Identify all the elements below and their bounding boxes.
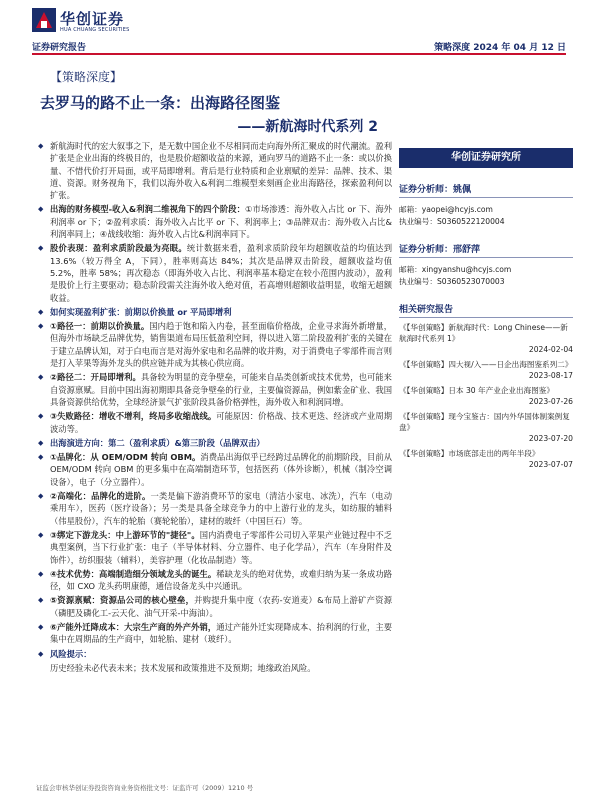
footer-license: 证监会审核华创证券投资咨询业务资格批文号：证监许可（2009）1210 号 bbox=[36, 784, 254, 792]
paragraph-lead: 股价表现：盈利求质阶段最为亮眼。 bbox=[50, 243, 187, 254]
paragraph-text: 并购提升集中度（农药-安道麦）&布局上游矿产资源（磷肥及磷化工-云天化、油气开采-中海油）。 bbox=[50, 595, 392, 618]
paragraph-text: 消费品出海似乎已经跨过品牌化的前期阶段，目前从 OEM/ODM 转向 OBM 的更多集中在高端制造环节，包括医药（体外诊断），机械（制冷空调设备），电子（分立器件）。 bbox=[50, 452, 392, 487]
bullet-icon: ◆ bbox=[38, 412, 44, 421]
body-paragraph bbox=[36, 140, 392, 201]
sidebar bbox=[399, 148, 573, 470]
related-report-date: 2023-07-07 bbox=[528, 460, 573, 469]
paragraph-text: 国内趋于饱和陷入内卷，甚至面临价格战，企业寻求海外新增量，但海外市场缺乏品牌优势，销售渠道布局压低盈利空间，得以进入第二阶段盈利扩张的关键在于建立品牌认知，对于白电而言是对海外家电和名品牌的收并购，对于消费电子零部件而言则是打入苹果等海外龙头的供应链并成为其核心供应商。 bbox=[50, 321, 392, 369]
paragraph-text: 具备较为明显的竞争壁垒，可能来自品类创新或技术优势，也可能来自资源禀赋。目前中国出海初期即具备竞争壁垒的行业，主要偏资源品，例如紫金矿业、我国具备资源供给优势，全球经济景气扩张阶段具备价格弹性，海外收入和利润同增。 bbox=[50, 372, 392, 407]
related-research-list bbox=[399, 322, 573, 470]
paragraph-lead: ②高端化：品牌化的进阶。 bbox=[50, 491, 151, 502]
paragraph-lead: ③绑定下游龙头：中上游环节的"捷径"。 bbox=[50, 529, 200, 540]
body-paragraph bbox=[36, 451, 392, 488]
analyst-email: 邮箱：xingyanshu@hcyjs.com bbox=[399, 265, 512, 274]
related-report-link[interactable]: 《【华创策略】四大视/入——日企出海图鉴系列二》 bbox=[399, 360, 573, 369]
logo-text-en: HUA CHUANG SECURITIES bbox=[60, 27, 130, 33]
bullet-icon: ◆ bbox=[38, 530, 44, 539]
report-title: 去罗马的路不止一条：出海路径图鉴 bbox=[40, 94, 281, 112]
body-paragraph bbox=[36, 529, 392, 566]
body-paragraph bbox=[36, 621, 392, 646]
paragraph-lead: ⑥产能外迁降成本：大宗生产商的外产外销， bbox=[50, 621, 217, 632]
header-date: 策略深度 2024 年 04 月 12 日 bbox=[434, 43, 566, 53]
related-report-date: 2023-08-17 bbox=[528, 371, 573, 380]
bullet-icon: ◆ bbox=[38, 569, 44, 578]
body-paragraph bbox=[36, 203, 392, 240]
paragraph-lead: ④技术优势：高端制造细分领域龙头的诞生。 bbox=[50, 568, 217, 579]
bullet-icon: ◆ bbox=[38, 373, 44, 382]
body-paragraph bbox=[36, 320, 392, 369]
analyst-email: 邮箱：yaopei@hcyjs.com bbox=[399, 205, 493, 214]
report-tag: 【策略深度】 bbox=[50, 70, 123, 84]
paragraph-text: 一类是偏下游消费环节的家电（清洁小家电、冰洗），汽车（电动乘用车），医药（医疗设备）；另一类是具备全球竞争力的中上游行业的龙头，如纺服的辅料（伟星股份），汽车的轮胎（赛轮轮胎），建材的玻纤（中国巨石）等。 bbox=[50, 491, 392, 526]
body-paragraph bbox=[36, 594, 392, 619]
paragraph-text: 通过产能外迁实现降成本、抬利润的行业，主要集中在周期品的生产商中，如轮胎、建材（玻纤）。 bbox=[50, 621, 392, 645]
related-report-date: 2023-07-26 bbox=[528, 397, 573, 406]
analyst-role: 证券分析师： bbox=[399, 185, 454, 195]
company-logo bbox=[32, 8, 150, 34]
analyst-card bbox=[399, 182, 573, 228]
analyst-card bbox=[399, 242, 573, 288]
bullet-icon: ◆ bbox=[38, 453, 44, 462]
related-report-link[interactable]: 《【华创策略】新航海时代：Long Chinese——新航海时代系列 1》 bbox=[399, 323, 568, 343]
body-paragraph bbox=[36, 662, 392, 674]
analyst-name bbox=[399, 242, 573, 258]
paragraph-text: 新航海时代的宏大叙事之下，是无数中国企业不尽相同而走向海外所汇聚成的时代潮流。盈利扩张是企业出海的终极目的，也是股价超额收益的来源，通向罗马的道路不止一条：或以价换量、不惜代价打开局面，或平局即增利。背后是行业特质和企业禀赋的差异：品牌、技术、渠道、资源。财务视角下，我们以海外收入&利润二维模型来刻画企业出海路径，探索盈利何以扩张。 bbox=[50, 141, 392, 201]
paragraph-text: 稀缺龙头的绝对优势，或难归纳为某一条成功路径，如 CXO 龙头药明康德，通信设备龙头中兴通讯。 bbox=[50, 568, 392, 592]
analyst-name-text: 姚佩 bbox=[453, 185, 472, 195]
report-subtitle: ——新航海时代系列 2 bbox=[237, 119, 378, 135]
logo-text-cn: 华创证券 bbox=[60, 10, 125, 28]
related-report-link[interactable]: 《【华创策略】日本 30 年产业企业出海图鉴》 bbox=[399, 386, 554, 395]
paragraph-lead: 出海演进方向：第二（盈利求质）&第三阶段（品牌双击） bbox=[50, 437, 265, 448]
related-report-link[interactable]: 《【华创策略】现今宝鉴古：国内外华国体制案例复盘》 bbox=[399, 412, 570, 432]
related-report-date: 2023-07-20 bbox=[528, 434, 573, 443]
related-report-date: 2024-02-04 bbox=[528, 345, 573, 354]
bullet-icon: ◆ bbox=[38, 205, 44, 214]
header-report-type: 证券研究报告 bbox=[32, 43, 87, 53]
bullet-icon: ◆ bbox=[38, 596, 44, 605]
related-report-link[interactable]: 《【华创策略】市场底部走出的两年半段》 bbox=[399, 449, 540, 458]
body-paragraph bbox=[36, 410, 392, 435]
body-paragraph bbox=[36, 371, 392, 408]
bullet-icon: ◆ bbox=[38, 307, 44, 316]
paragraph-text: 历史经验未必代表未来；技术发展和政策推进不及预期；地缘政治风险。 bbox=[50, 662, 316, 673]
bullet-icon: ◆ bbox=[38, 322, 44, 331]
related-research-heading: 相关研究报告 bbox=[399, 302, 573, 318]
institute-heading: 华创证券研究所 bbox=[399, 148, 573, 168]
bullet-icon: ◆ bbox=[38, 142, 44, 150]
body-paragraph bbox=[36, 306, 392, 318]
analyst-license: 执业编号：S0360522120004 bbox=[399, 217, 505, 226]
paragraph-lead: 风险提示： bbox=[50, 648, 92, 659]
analyst-name-text: 邢舒萍 bbox=[453, 245, 481, 255]
bullet-icon: ◆ bbox=[38, 438, 44, 447]
logo-mark-icon bbox=[32, 8, 56, 32]
paragraph-lead: ③失败路径：增收不增利，终局多收缩战线。 bbox=[50, 411, 217, 422]
paragraph-lead: ②路径二：开局即增利。 bbox=[50, 372, 141, 383]
paragraph-text: 国内消费电子零部件公司切入苹果产业链过程中不乏典型案例，当下行业扩张：电子（半导体材料、分立器件、电子化学品），汽车（车身附件及饰件），纺织服装（辅料），美容护理（化妆品制造）等。 bbox=[50, 529, 393, 565]
analyst-name bbox=[399, 182, 573, 198]
body-paragraph bbox=[36, 568, 392, 593]
report-body bbox=[36, 140, 392, 676]
bullet-icon: ◆ bbox=[38, 492, 44, 501]
paragraph-lead: 如何实现盈利扩张：前期以价换量 or 平局即增利 bbox=[50, 306, 232, 317]
analyst-license: 执业编号：S0360523070003 bbox=[399, 277, 505, 286]
body-paragraph bbox=[36, 242, 392, 303]
paragraph-lead: ①路径一：前期以价换量。 bbox=[50, 321, 150, 332]
paragraph-lead: ⑤资源禀赋：资源品公司的核心壁垒， bbox=[50, 595, 195, 606]
paragraph-lead: 出海的财务模型-收入&利润二维视角下的四个阶段： bbox=[50, 204, 246, 215]
bullet-icon: ◆ bbox=[38, 622, 44, 631]
body-paragraph bbox=[36, 648, 392, 660]
paragraph-lead: ①品牌化：从 OEM/ODM 转向 OBM。 bbox=[50, 452, 201, 463]
analyst-role: 证券分析师： bbox=[399, 245, 454, 255]
paragraph-text: 统计数据来看，盈利求质阶段年均超额收益的均值达到 13.6%（较万得全 A，下同），胜率则高达 84%；其次是品牌双击阶段，超额收益均值 5.2%，胜率 58%；再次稳态（即海外收入占比、利润率基本稳定在较小范围内波动），盈利是股价上行主要驱动；稳态阶段需关注海外收入绝对值，若高增则超额收益明显，收缩无超额收益。 bbox=[50, 243, 392, 303]
header-divider bbox=[32, 53, 566, 55]
paragraph-text: ①市场渗透：海外收入占比 or 下、海外利润率 or 下；②盈利求质：海外收入占比平 or 下、利润率上；③品牌双击：海外收入占比&利润率同上；④战线收缩：海外收入占比&利润率同下。 bbox=[50, 204, 392, 240]
bullet-icon: ◆ bbox=[38, 244, 44, 253]
bullet-icon: ◆ bbox=[38, 649, 44, 658]
body-paragraph bbox=[36, 490, 392, 527]
body-paragraph bbox=[36, 437, 392, 449]
paragraph-text: 可能原因：价格战、技术更迭、经济或产业周期波动等。 bbox=[50, 411, 392, 434]
